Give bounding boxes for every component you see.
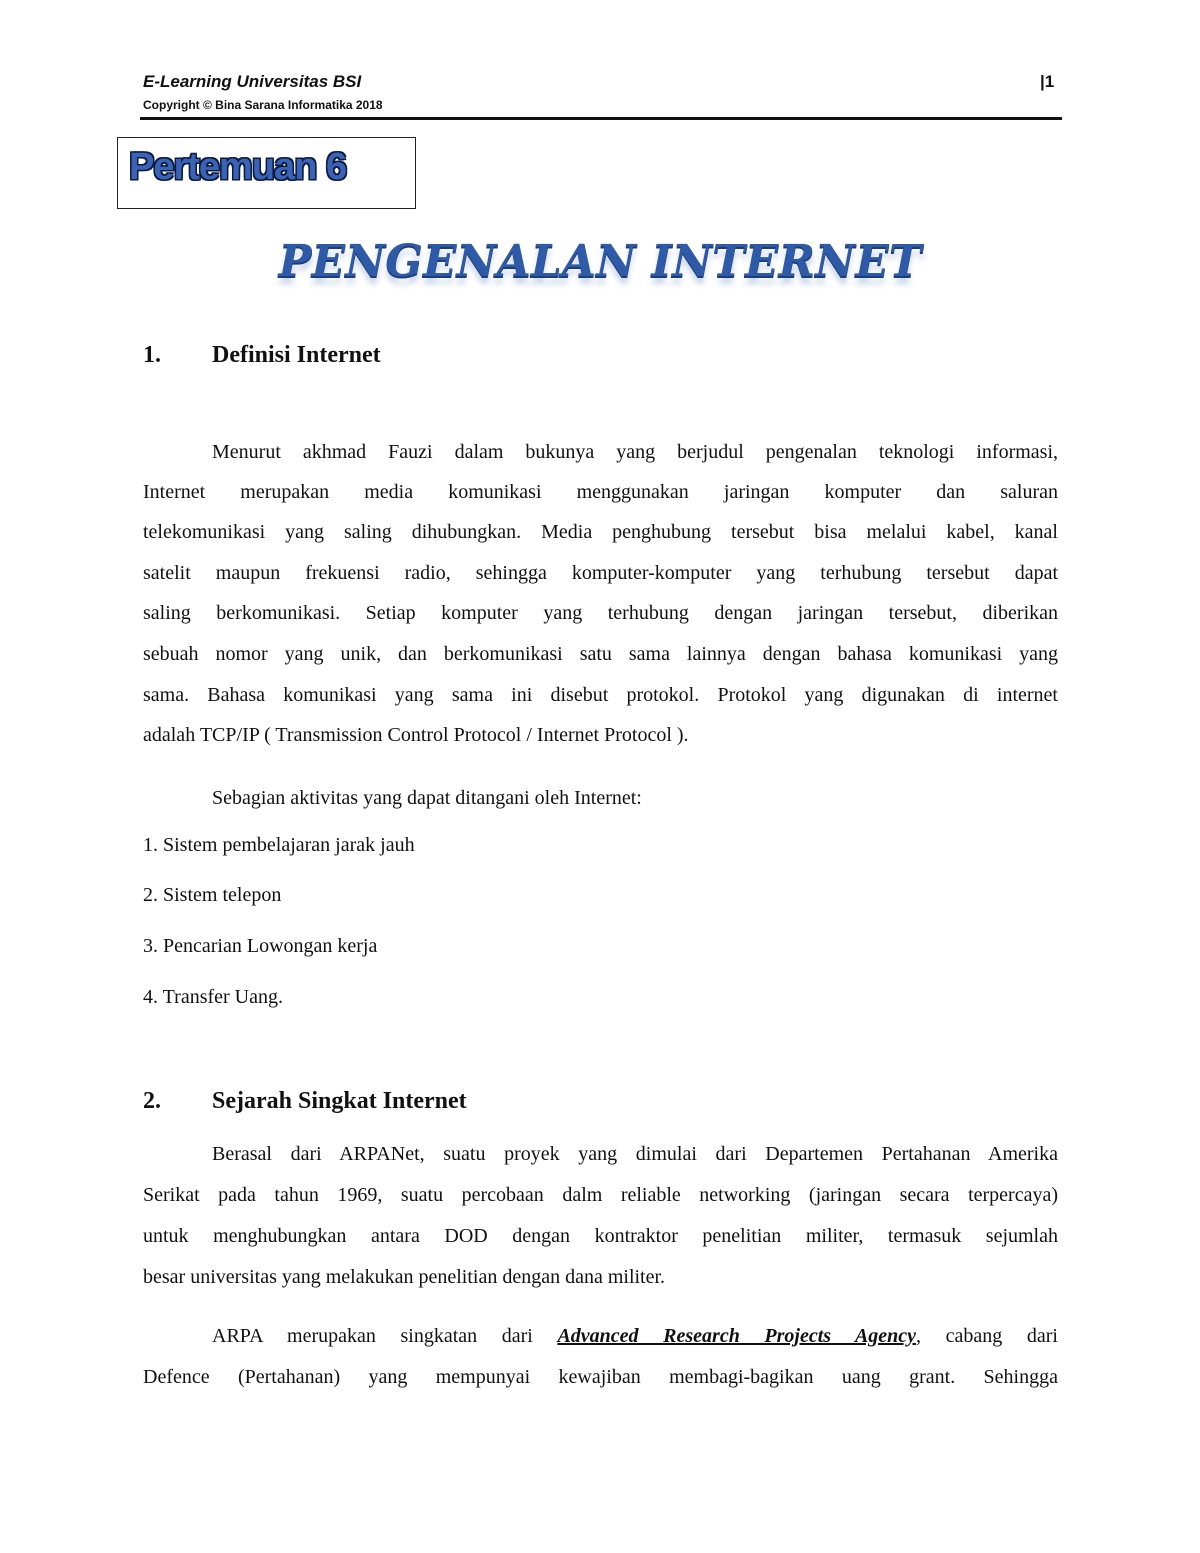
- section1-title: Definisi Internet: [212, 342, 381, 368]
- section1-number: 1.: [143, 342, 161, 368]
- section1-paragraph-line: Menurut akhmad Fauzi dalam bukunya yang berjudul pengenalan teknologi informasi,: [212, 441, 1058, 463]
- activity-list-item: 3. Pencarian Lowongan kerja: [143, 935, 378, 957]
- header-copyright: Copyright © Bina Sarana Informatika 2018: [143, 98, 383, 112]
- section2-paragraph-line: besar universitas yang melakukan penelitian dengan dana militer.: [143, 1266, 666, 1288]
- section1-paragraph-line: telekomunikasi yang saling dihubungkan. Media penghubung tersebut bisa melalui kabel, kanal: [143, 521, 1058, 543]
- section1-paragraph-line: Internet merupakan media komunikasi menggunakan jaringan komputer dan saluran: [143, 481, 1058, 503]
- activity-list-item: 2. Sistem telepon: [143, 884, 282, 906]
- section2-paragraph2-line: Defence (Pertahanan) yang mempunyai kewajiban membagi-bagikan uang grant. Sehingga: [143, 1366, 1058, 1388]
- section1-paragraph-line: adalah TCP/IP ( Transmission Control Protocol / Internet Protocol ).: [143, 724, 689, 746]
- section2-number: 2.: [143, 1088, 161, 1114]
- arpa-text-before: ARPA merupakan singkatan dari: [212, 1325, 533, 1347]
- section2-paragraph-line: Berasal dari ARPANet, suatu proyek yang dimulai dari Departemen Pertahanan Amerika: [212, 1143, 1058, 1165]
- activities-intro: Sebagian aktivitas yang dapat ditangani oleh Internet:: [212, 787, 642, 809]
- activity-list-item: 1. Sistem pembelajaran jarak jauh: [143, 834, 415, 856]
- section1-paragraph-line: satelit maupun frekuensi radio, sehingga komputer-komputer yang terhubung tersebut dapat: [143, 562, 1058, 584]
- meeting-label: Pertemuan 6: [129, 146, 347, 188]
- section1-paragraph-line: saling berkomunikasi. Setiap komputer yang terhubung dengan jaringan tersebut, diberikan: [143, 602, 1058, 624]
- section2-paragraph-line: untuk menghubungkan antara DOD dengan kontraktor penelitian militer, termasuk sejumlah: [143, 1225, 1058, 1247]
- header-divider: [140, 117, 1062, 120]
- main-title: PENGENALAN INTERNET: [278, 236, 922, 287]
- section2-paragraph2-line: [212, 1324, 1058, 1348]
- arpa-term: Advanced Research Projects Agency: [557, 1325, 917, 1347]
- section1-paragraph-line: sama. Bahasa komunikasi yang sama ini disebut protokol. Protokol yang digunakan di internet: [143, 684, 1058, 706]
- section2-paragraph-line: Serikat pada tahun 1969, suatu percobaan dalm reliable networking (jaringan secara terpercaya): [143, 1184, 1058, 1206]
- section2-title: Sejarah Singkat Internet: [212, 1088, 467, 1114]
- arpa-text-after: , cabang dari: [916, 1325, 1058, 1347]
- activity-list-item: 4. Transfer Uang.: [143, 986, 283, 1008]
- page-number: |1: [1040, 72, 1055, 91]
- section1-paragraph-line: sebuah nomor yang unik, dan berkomunikasi satu sama lainnya dengan bahasa komunikasi yang: [143, 643, 1058, 665]
- header-title: E-Learning Universitas BSI: [143, 72, 362, 91]
